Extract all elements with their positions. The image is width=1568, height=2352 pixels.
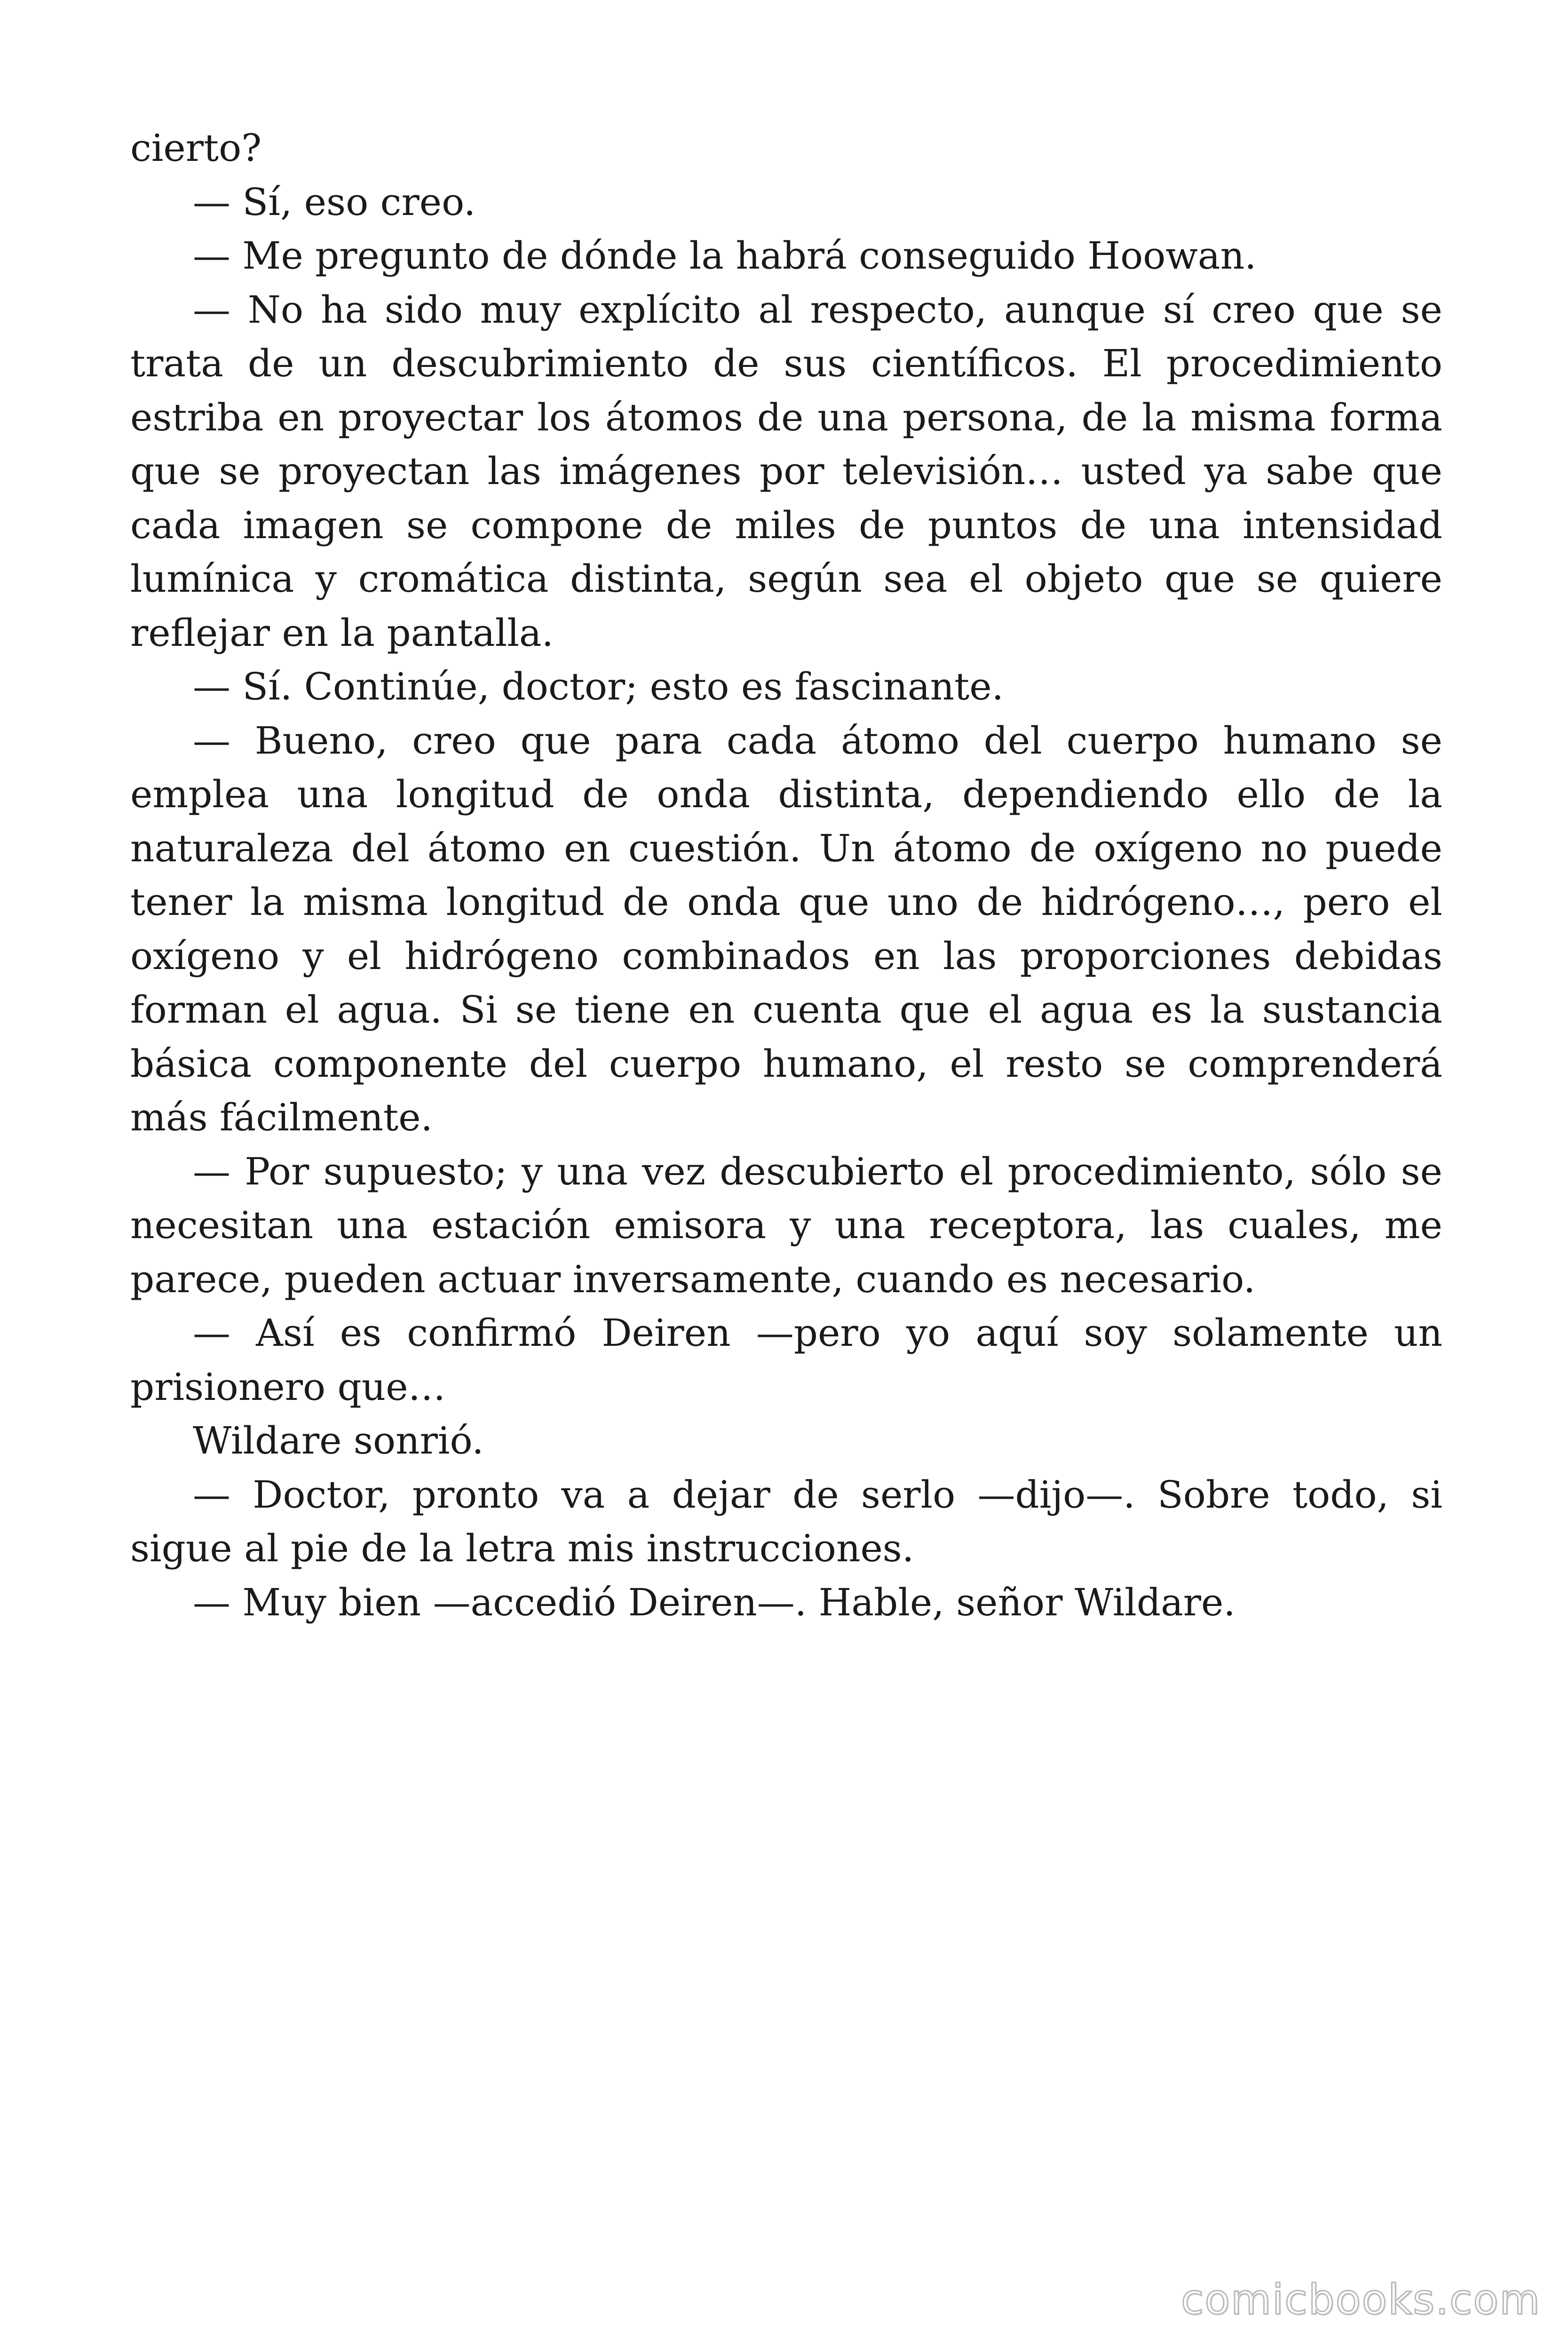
- dialogue-paragraph: — Me pregunto de dónde la habrá conseguido Hoowan.: [193, 234, 1257, 278]
- watermark-logo: comicbooks.com: [1180, 2275, 1541, 2324]
- dialogue-paragraph: — Por supuesto; y una vez descubierto el procedimiento, sólo se necesitan una estación emisora y una receptora, las cuales, me parece, pueden actuar inversamente, cuando es necesario.: [130, 1149, 1442, 1301]
- body-text: [130, 121, 1442, 1629]
- dialogue-paragraph: — Bueno, creo que para cada átomo del cuerpo humano se emplea una longitud de onda distinta, dependiendo ello de la naturaleza del átomo en cuestión. Un átomo de oxígeno no puede tener la misma longitud de onda que uno de hidrógeno…, pero el oxígeno y el hidrógeno combinados en las proporciones debidas forman el agua. Si se tiene en cuenta que el agua es la sustancia básica componente del cuerpo humano, el resto se comprenderá más fácilmente.: [130, 718, 1442, 1139]
- narration-paragraph: Wildare sonrió.: [193, 1419, 484, 1462]
- dialogue-paragraph: — Doctor, pronto va a dejar de serlo —dijo—. Sobre todo, si sigue al pie de la letra mis instrucciones.: [130, 1472, 1442, 1570]
- paragraph-continuation: cierto?: [130, 126, 262, 170]
- dialogue-paragraph: — No ha sido muy explícito al respecto, aunque sí creo que se trata de un descubrimiento de sus científicos. El procedimiento estriba en proyectar los átomos de una persona, de la misma forma que se proyectan las imágenes por televisión… usted ya sabe que cada imagen se compone de miles de puntos de una intensidad lumínica y cromática distinta, según sea el objeto que se quiere reflejar en la pantalla.: [130, 287, 1442, 655]
- dialogue-paragraph: — Sí, eso creo.: [193, 180, 476, 224]
- dialogue-paragraph: — Así es confirmó Deiren —pero yo aquí soy solamente un prisionero que…: [130, 1311, 1442, 1409]
- dialogue-paragraph: — Muy bien —accedió Deiren—. Hable, señor Wildare.: [193, 1580, 1235, 1624]
- dialogue-paragraph: — Sí. Continúe, doctor; esto es fascinante.: [193, 665, 1004, 708]
